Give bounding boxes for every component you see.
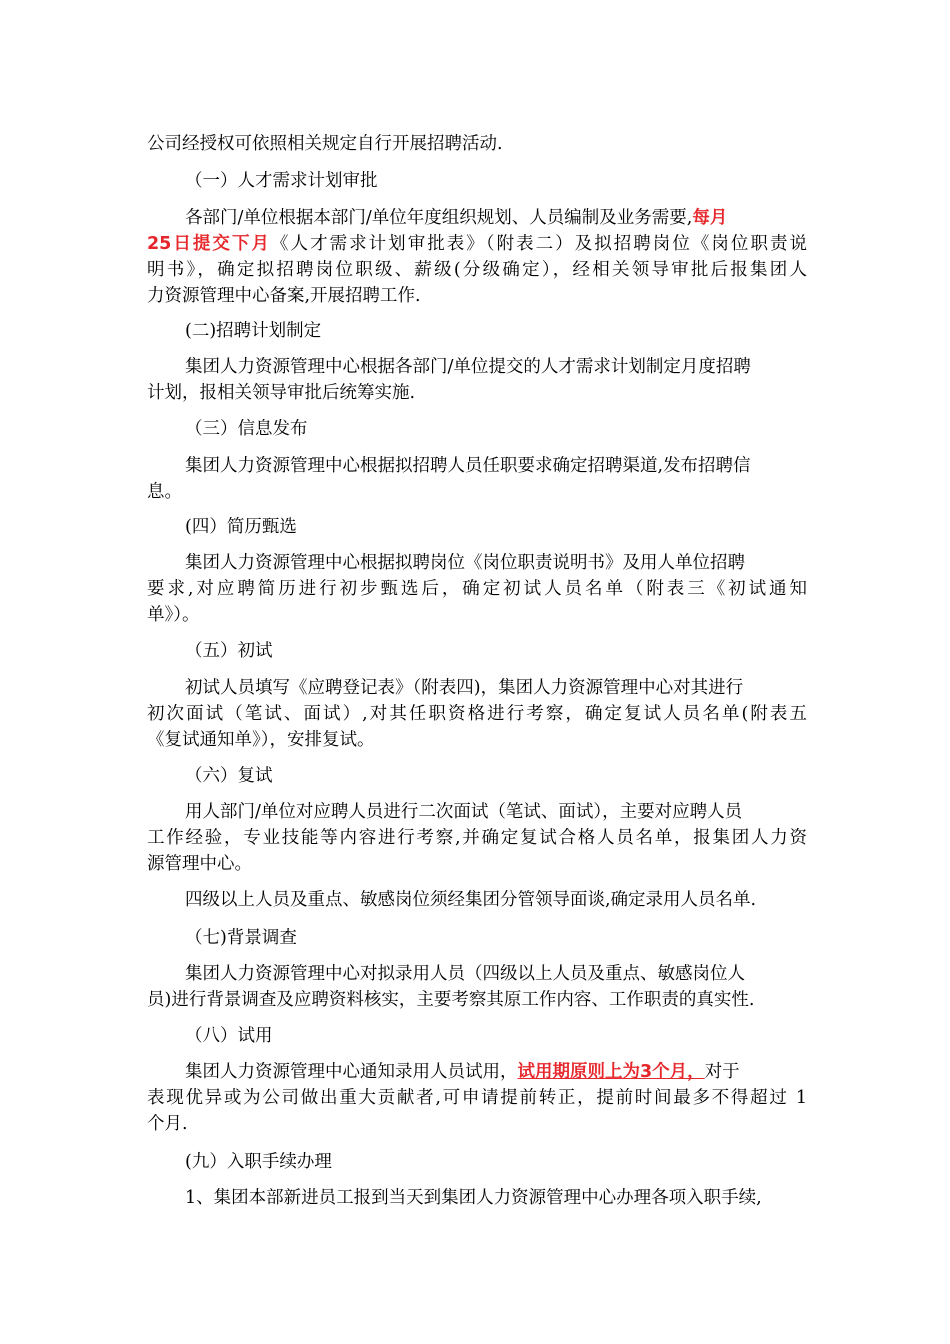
section-heading-4: (四）简历甄选 (185, 517, 297, 537)
paragraph-line: 计划，报相关领导审批后统筹实施. (147, 383, 416, 403)
paragraph-line: 集团人力资源管理中心通知录用人员试用，试用期原则上为3个月，对于 (185, 1062, 740, 1082)
paragraph-line: 初次面试（笔试、面试）,对其任职资格进行考察，确定复试人员名单(附表五 (147, 704, 807, 724)
paragraph-line: 《复试通知单》），安排复试。 (147, 730, 375, 750)
paragraph-line: 用人部门/单位对应聘人员进行二次面试（笔试、面试），主要对应聘人员 (185, 802, 743, 822)
paragraph-line: 单》）。 (147, 605, 200, 625)
highlight-text: 试用期原则上为3个月， (517, 1062, 705, 1082)
paragraph-line: 四级以上人员及重点、敏感岗位须经集团分管领导面谈,确定录用人员名单. (185, 890, 757, 910)
section-heading-5: （五）初试 (185, 641, 273, 661)
section-heading-6: （六）复试 (185, 766, 273, 786)
paragraph-line: 集团人力资源管理中心根据拟聘岗位《岗位职责说明书》及用人单位招聘 (185, 553, 745, 573)
paragraph-line: 初试人员填写《应聘登记表》（附表四)，集团人力资源管理中心对其进行 (185, 678, 744, 698)
paragraph-line: 各部门/单位根据本部门/单位年度组织规划、人员编制及业务需要,每月 (185, 208, 728, 228)
paragraph-line: 息。 (147, 482, 182, 502)
paragraph-line: 集团人力资源管理中心根据各部门/单位提交的人才需求计划制定月度招聘 (185, 357, 751, 377)
section-heading-8: （八）试用 (185, 1026, 273, 1046)
paragraph-line: 源管理中心。 (147, 854, 252, 874)
section-heading-9: (九）入职手续办理 (185, 1152, 332, 1172)
paragraph-line: 集团人力资源管理中心根据拟招聘人员任职要求确定招聘渠道,发布招聘信 (185, 456, 751, 476)
section-heading-1: （一）人才需求计划审批 (185, 171, 378, 191)
paragraph-line: 个月. (147, 1114, 188, 1134)
section-heading-3: （三）信息发布 (185, 419, 308, 439)
paragraph-line: 1、集团本部新进员工报到当天到集团人力资源管理中心办理各项入职手续, (185, 1188, 762, 1208)
paragraph-line: 工作经验，专业技能等内容进行考察,并确定复试合格人员名单，报集团人力资 (147, 828, 807, 848)
paragraph-line: 要求,对应聘简历进行初步甄选后，确定初试人员名单（附表三《初试通知 (147, 579, 807, 599)
paragraph-line: 表现优异或为公司做出重大贡献者,可申请提前转正，提前时间最多不得超过 1 (147, 1088, 807, 1108)
paragraph-line: 员)进行背景调查及应聘资料核实，主要考察其原工作内容、工作职责的真实性. (147, 990, 755, 1010)
paragraph-line: 力资源管理中心备案,开展招聘工作. (147, 286, 421, 306)
paragraph-line: 明书》，确定拟招聘岗位职级、薪级(分级确定），经相关领导审批后报集团人 (147, 260, 807, 280)
highlight-text: 每月 (692, 208, 728, 228)
paragraph-line: 集团人力资源管理中心对拟录用人员（四级以上人员及重点、敏感岗位人 (185, 964, 745, 984)
section-heading-7: （七)背景调查 (185, 928, 297, 948)
paragraph-line: 公司经授权可依照相关规定自行开展招聘活动. (147, 134, 503, 154)
paragraph-line: 25日提交下月《人才需求计划审批表》（附表二）及拟招聘岗位《岗位职责说 (147, 234, 807, 254)
section-heading-2: (二)招聘计划制定 (185, 321, 322, 341)
highlight-text: 25日提交下月 (147, 234, 272, 254)
